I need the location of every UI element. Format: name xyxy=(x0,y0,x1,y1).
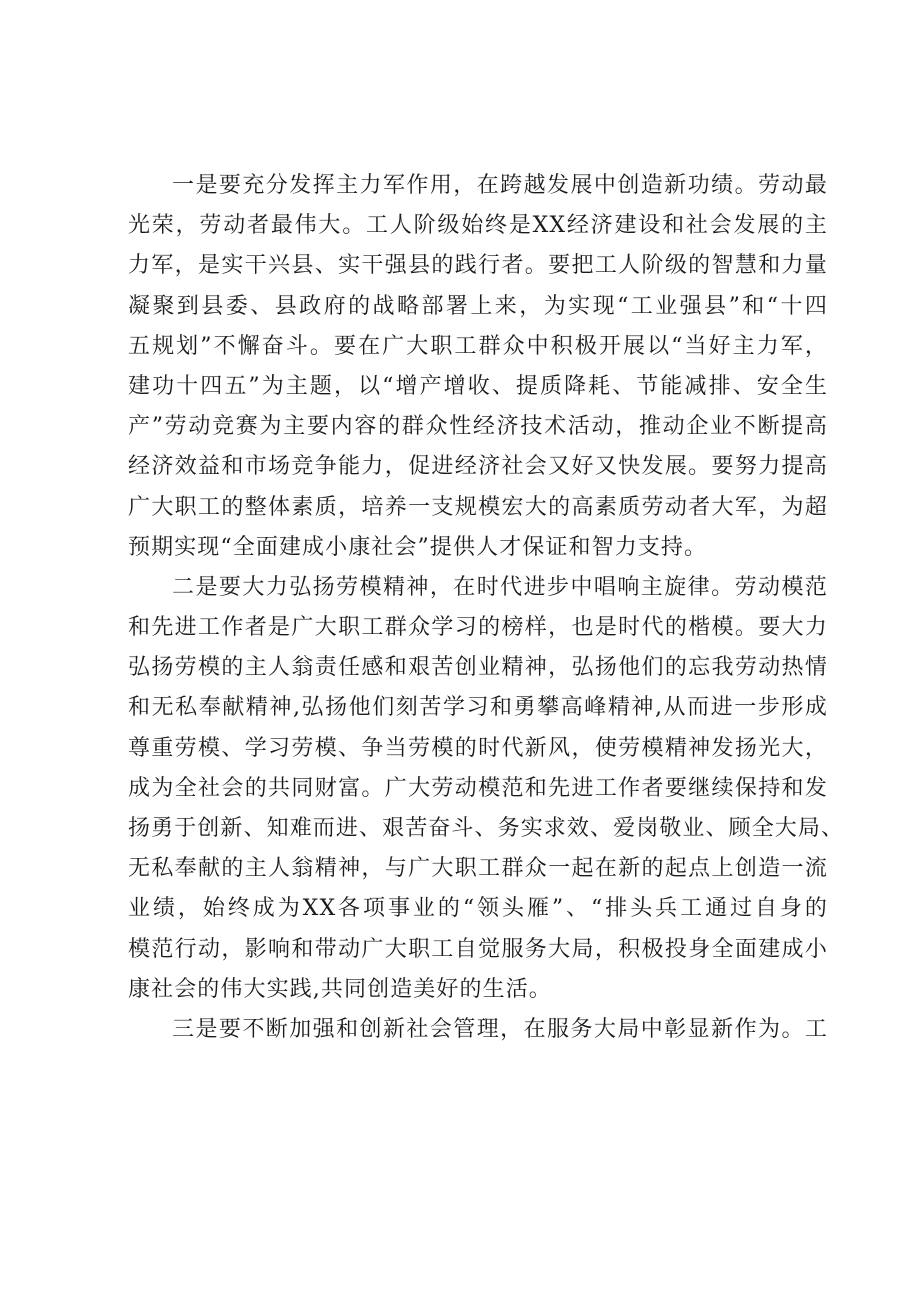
paragraph-line: 凝聚到县委、县政府的战略部署上来，为实现“工业强县”和“十四 xyxy=(128,293,828,319)
paragraph-2 xyxy=(128,568,845,1010)
paragraph-line: 康社会的伟大实践,共同创造美好的生活。 xyxy=(128,976,552,1002)
paragraph-line: 尊重劳模、学习劳模、争当劳模的时代新风，使劳模精神发扬光大， xyxy=(128,735,828,761)
paragraph-line: 一是要充分发挥主力军作用，在跨越发展中创造新功绩。劳动最 xyxy=(172,173,828,198)
paragraph-line: 模范行动，影响和带动广大职工自觉服务大局，积极投身全面建成小 xyxy=(128,936,828,962)
paragraph-line: 二是要大力弘扬劳模精神，在时代进步中唱响主旋律。劳动模范 xyxy=(172,574,828,600)
paragraph-line: 业绩，始终成为XX各项事业的“领头雁”、“排头兵工通过自身的 xyxy=(128,896,828,922)
paragraph-1 xyxy=(128,166,828,568)
paragraph-line: 力军，是实干兴县、实干强县的践行者。要把工人阶级的智慧和力量 xyxy=(128,253,828,279)
paragraph-line: 弘扬劳模的主人翁责任感和艰苦创业精神，弘扬他们的忘我劳动热情 xyxy=(128,655,828,681)
paragraph-line: 建功十四五”为主题，以“增产增收、提质降耗、节能减排、安全生 xyxy=(128,373,828,399)
paragraph-line: 广大职工的整体素质，培养一支规模宏大的高素质劳动者大军，为超 xyxy=(128,494,828,520)
paragraph-line: 无私奉献的主人翁精神，与广大职工群众一起在新的起点上创造一流 xyxy=(128,856,828,882)
paragraph-line: 五规划”不懈奋斗。要在广大职工群众中积极开展以“当好主力军， xyxy=(128,333,828,359)
paragraph-line: 扬勇于创新、知难而进、艰苦奋斗、务实求效、爱岗敬业、顾全大局、 xyxy=(128,816,845,841)
paragraph-line: 成为全社会的共同财富。广大劳动模范和先进工作者要继续保持和发 xyxy=(128,775,828,801)
body-text xyxy=(128,166,845,1050)
paragraph-3 xyxy=(128,1010,828,1050)
paragraph-line: 经济效益和市场竞争能力，促进经济社会又好又快发展。要努力提高 xyxy=(128,454,828,480)
paragraph-line: 和先进工作者是广大职工群众学习的榜样，也是时代的楷模。要大力 xyxy=(128,615,828,641)
paragraph-line: 预期实现“全面建成小康社会”提供人才保证和智力支持。 xyxy=(128,534,708,560)
paragraph-line: 和无私奉献精神,弘扬他们刻苦学习和勇攀高峰精神,从而进一步形成 xyxy=(128,695,828,721)
paragraph-line: 产”劳动竞赛为主要内容的群众性经济技术活动，推动企业不断提高 xyxy=(128,414,828,440)
paragraph-line: 三是要不断加强和创新社会管理，在服务大局中彰显新作为。工 xyxy=(172,1016,828,1042)
paragraph-line: 光荣，劳动者最伟大。工人阶级始终是XX经济建设和社会发展的主 xyxy=(128,213,828,239)
